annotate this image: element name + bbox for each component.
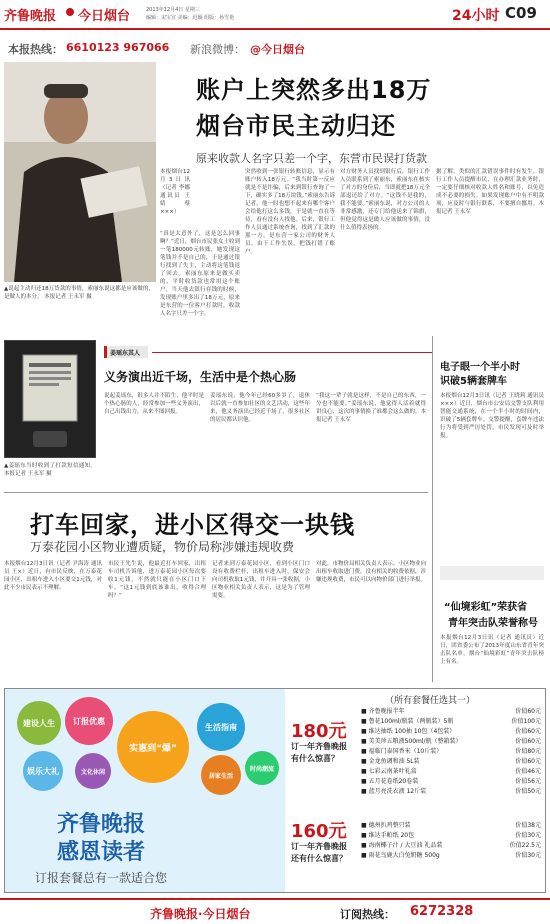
lead-byline: 本报烟台12月3日讯（记者 李娜 通讯员 王 婧 蔡 ×××） bbox=[160, 169, 190, 215]
gift-value: 价值80元 bbox=[515, 748, 541, 755]
brief2-title-line2: 青年突击队荣誉称号 bbox=[448, 618, 538, 629]
ad-title-line1: 齐鲁晚报 bbox=[57, 812, 146, 837]
gift-name: ■ 福临门泰国香米（10斤装） bbox=[361, 748, 443, 755]
date-line: 2013年12月4日 星期三 bbox=[146, 7, 200, 13]
editor-line: 编辑：宋宝宣 美编：迟颖 组版：孙雪艳 bbox=[146, 15, 235, 21]
lead-photo bbox=[4, 62, 156, 282]
ad-slogan: 订报套餐总有一款适合您 bbox=[35, 871, 168, 885]
ad-bubble-main: 实惠到“爆” bbox=[117, 711, 189, 783]
lead-headline-line1: 账户上突然多出18万 bbox=[196, 76, 432, 104]
divider-rule bbox=[152, 352, 432, 353]
ad-bubble: 娱乐大礼 bbox=[23, 751, 63, 791]
footer-brand: 齐鲁晚报·今日烟台 bbox=[150, 907, 251, 921]
taxi-story-col4: 对此，市物价局相关负责人表示，小区物业向出租车收取进门费，没有相关的收费依据，涉嫌违规收费，市民可以向物价部门进行举报。 bbox=[316, 561, 426, 583]
subscription-ad bbox=[4, 688, 546, 893]
hotline-numbers: 6610123 967066 bbox=[66, 41, 170, 54]
taxi-story-subheadline: 万泰花园小区物业遭质疑，物价局称涉嫌违规收费 bbox=[30, 540, 295, 554]
ad-title-line2: 感恩读者 bbox=[57, 840, 146, 865]
ad-bubble: 建设人生 bbox=[17, 701, 61, 745]
gift-list-item bbox=[361, 737, 541, 747]
gift-value: 价值60元 bbox=[515, 738, 541, 745]
gift-value: 价值60元 bbox=[515, 708, 541, 715]
gift-value: 价值30元 bbox=[515, 852, 541, 859]
brief-source-bar bbox=[440, 566, 544, 580]
phone-story-col2: 姜瑶东说，他今年已经60多岁了，退休以后就一直参加社区的文艺活动，这些年来，他义务演出已经近千场了，很多社区的居民都认识他。 bbox=[210, 393, 310, 423]
gift-value: 价值60元 bbox=[515, 758, 541, 765]
gift-list-item bbox=[361, 767, 541, 777]
ad-bubble: 居家生活 bbox=[201, 755, 241, 795]
gift-name: ■ 雨花鸟鹿大白兔奶糖 500g bbox=[361, 852, 440, 859]
gift-list-item bbox=[361, 831, 541, 841]
gift-value: 价值100元 bbox=[511, 718, 541, 725]
gift-list-item bbox=[361, 821, 541, 831]
ad-bubble: 订报优惠 bbox=[65, 697, 113, 745]
weibo-label: 新浪微博： bbox=[190, 43, 245, 56]
gift-value: 价值30元 bbox=[515, 832, 541, 839]
gift-list-item bbox=[361, 851, 541, 861]
brief2-title-line1: “仙境彩虹”荣获省 bbox=[444, 602, 528, 613]
man-portrait-icon bbox=[4, 62, 156, 282]
phone-photo bbox=[4, 340, 96, 458]
phone-photo-caption: ▲姜瑶东当时收到了打款短信通知。 本报记者 王永军 摄 bbox=[4, 463, 96, 477]
ad-heading: （所有套餐任选其一） bbox=[385, 696, 476, 706]
lead-subheadline: 原来收款人名字只差一个字，东营市民误打货款 bbox=[196, 152, 427, 165]
price1-question-1: 订一年齐鲁晚报 bbox=[291, 742, 347, 751]
footer-hotline-label: 订阅热线： bbox=[340, 908, 395, 921]
gift-name: ■ 五月花卷纸20卷装 bbox=[361, 778, 419, 785]
price2-question-1: 订一年齐鲁晚报 bbox=[291, 842, 347, 851]
phone-story-col1: 说起姜瑶东，很多人并不陌生，他平时是个热心肠的人，经常参加一些义务演出，自己出钱出力，从来不图回报。 bbox=[104, 393, 204, 415]
gift-value: 价值22.5元 bbox=[509, 842, 541, 849]
gift-value: 价值38元 bbox=[515, 822, 541, 829]
section-tag: 姜瑶东其人 bbox=[104, 346, 148, 358]
lead-column-3: 对方财务人员找到银行后，银行工作人员联系到了索丽东，索丽东在核实了对方的身份后，当即就把18万元全部退还给了对方。“这钱不是我的，我不能要。”索丽东说，对方公司的人非常感激，还专门给他送来了锦旗，但他觉得这是做人应该做的事情，没什么值得表扬的。 bbox=[340, 169, 430, 231]
phone-story-headline: 义务演出近千场，生活中是个热心肠 bbox=[104, 370, 297, 384]
gift-list-item bbox=[361, 717, 541, 727]
masthead bbox=[0, 0, 550, 30]
hotline-label: 本报热线： bbox=[8, 43, 63, 56]
ad-bubble: 时尚潮流 bbox=[245, 751, 279, 785]
newspaper-brand: 齐鲁晚报 bbox=[4, 9, 57, 24]
gift-list-item bbox=[361, 707, 541, 717]
lead-column-1: “真是太意外了，这是怎么回事啊？”近日，烟台市民张女士收到一笔180000元转账，她发现这笔钱并不是自己的，于是通过银行找到了失主，主动将这笔钱退了回去。索丽东原来是做买卖的，平时收货款也常用这个账户，当天他去银行存钱的时候，发现账户里多出了18万元，原来是东营的一位客户打款时，收款人名字只差一个字。 bbox=[160, 231, 240, 317]
hotline-bar bbox=[0, 38, 550, 58]
gift-list-item bbox=[361, 727, 541, 737]
ad-bubble: 文化休闲 bbox=[75, 753, 111, 789]
gift-name: ■ 德州扒鸡整只装 bbox=[361, 822, 411, 829]
gift-name: ■ 维达抽纸 100抽 10包（4包装） bbox=[361, 728, 456, 735]
gift-value: 价值56元 bbox=[515, 778, 541, 785]
column-divider bbox=[432, 336, 433, 682]
brand-dot-icon bbox=[66, 8, 74, 16]
lead-column-2: 突然收到一张银行转账信息，显示有账户转入18万元。“我当时第一反应就是不是诈骗，后来到银行查询了一下，确实多了18万块钱。”索丽东告诉记者，他一时也想不起来有哪个客户会给他打这么多钱，于是就一直在等待，看有没有人找他。后来，银行工作人员通过系统查询，找到了汇款的那一方，是东营一家公司的财务人员，由于工作失误，把钱打错了账户。 bbox=[245, 169, 335, 255]
gift-name: ■ 金龙鱼调和油 5L装 bbox=[361, 758, 420, 765]
gift-list-item bbox=[361, 841, 541, 851]
gift-list-item bbox=[361, 777, 541, 787]
gift-list-1 bbox=[361, 707, 541, 803]
page-footer bbox=[0, 898, 550, 924]
taxi-story-col2: 市民王先生说，他最近打车回家，出租车司机告诉他，进万泰花园小区每次要收1元钱，不然就只能在小区门口下车。“这1元钱到底该谁出，收得合理吗？” bbox=[108, 561, 206, 599]
gift-name: ■ 蓝月亮洗衣液 12斤装 bbox=[361, 788, 427, 795]
phone-story-col3: “我这一辈子就是这样，不是自己的东西，一分也不能要。”姜瑶东说，他觉得人活着就得讲良心，这次的事情换了谁都会这么做的。本报记者 王永军 bbox=[316, 393, 426, 423]
divider-rule bbox=[4, 492, 428, 493]
taxi-story-headline: 打车回家，进小区得交一块钱 bbox=[30, 511, 355, 539]
taxi-story-col1: 本报烟台12月3日讯（记者 尹海涛 通讯员 王×）近日，有市民反映，在万泰花园小区，出租车进入小区要交1元钱，对此不少市民表示不理解。 bbox=[4, 561, 102, 591]
lead-headline-line2: 烟台市民主动归还 bbox=[196, 112, 396, 140]
ad-bubble: 生活指南 bbox=[197, 703, 245, 751]
gift-list-item bbox=[361, 747, 541, 757]
gift-list-2 bbox=[361, 821, 541, 871]
gift-value: 价值46元 bbox=[515, 768, 541, 775]
taxi-story-col3: 记者来到万泰花园小区，看到小区门口设有收费栏杆，出租车进入时，保安会向司机收取1元钱，并开具一张收据，小区物业相关负责人表示，这是为了管理需要。 bbox=[212, 561, 310, 599]
lead-photo-caption: ▲说起主动归还18万货款的事情，索丽东说这都是应该做的，是做人的本分。 本报记者 王永军 摄 bbox=[4, 286, 154, 300]
brief2-body: 本报烟台12月3日讯（记者 通讯员）近日，团省委公布了2013年度山东省青年突击队名单，烟台“仙境彩虹”青年突击队榜上有名。 bbox=[440, 635, 544, 665]
price-160: 160元 bbox=[291, 821, 347, 842]
price2-question-2: 还有什么惊喜？ bbox=[291, 854, 347, 863]
gift-name: ■ 齐鲁晚报半年 bbox=[361, 708, 405, 715]
brief1-title-line2: 识破5辆套牌车 bbox=[440, 376, 507, 387]
gift-name: ■ 七彩云南茶叶礼盒 bbox=[361, 768, 417, 775]
lead-column-4: 据了解，类似的汇款错误事件时有发生。银行工作人员提醒市民，在办理汇款业务时，一定要仔细核对收款人姓名和账号，以免造成不必要的损失。如果发现账户中有不明款项，应及时与银行联系，不要擅自挪用。本报记者 王永军 bbox=[436, 169, 544, 215]
price-180: 180元 bbox=[291, 721, 347, 742]
weibo-handle: @今日烟台 bbox=[250, 43, 305, 56]
gift-list-item bbox=[361, 757, 541, 767]
gift-name: ■ 美美珍五粮液500ml/瓶（整箱装） bbox=[361, 738, 462, 745]
mobile-phone-icon bbox=[5, 341, 95, 457]
gift-name: ■ 维达手帕纸 20包 bbox=[361, 832, 415, 839]
hour-tag: 24小时 bbox=[452, 8, 500, 24]
gift-value: 价值50元 bbox=[515, 788, 541, 795]
gift-name: ■ 海南椰子汁 / 大豆油 礼品装 bbox=[361, 842, 443, 849]
footer-hotline: 6272328 bbox=[410, 904, 474, 919]
brief1-body: 本报烟台12月3日讯（记者 王晓莉 通讯员 ×××）近日，烟台市公安局交警支队利用智能交通系统，在一个半小时的时间内，识破了5辆套牌车。交警提醒，套牌车违法行为将受到严厉处罚，市民发现可及时举报。 bbox=[440, 393, 544, 439]
gift-list-item bbox=[361, 787, 541, 797]
gift-value: 价值60元 bbox=[515, 728, 541, 735]
page-number: C09 bbox=[505, 4, 537, 22]
brief1-title-line1: 电子眼一个半小时 bbox=[440, 362, 520, 373]
section-name: 今日烟台 bbox=[78, 9, 131, 24]
gift-name: ■ 鲁花100ml/瓶装（两瓶装）5瓶 bbox=[361, 718, 454, 725]
price1-question-2: 有什么惊喜？ bbox=[291, 754, 339, 763]
